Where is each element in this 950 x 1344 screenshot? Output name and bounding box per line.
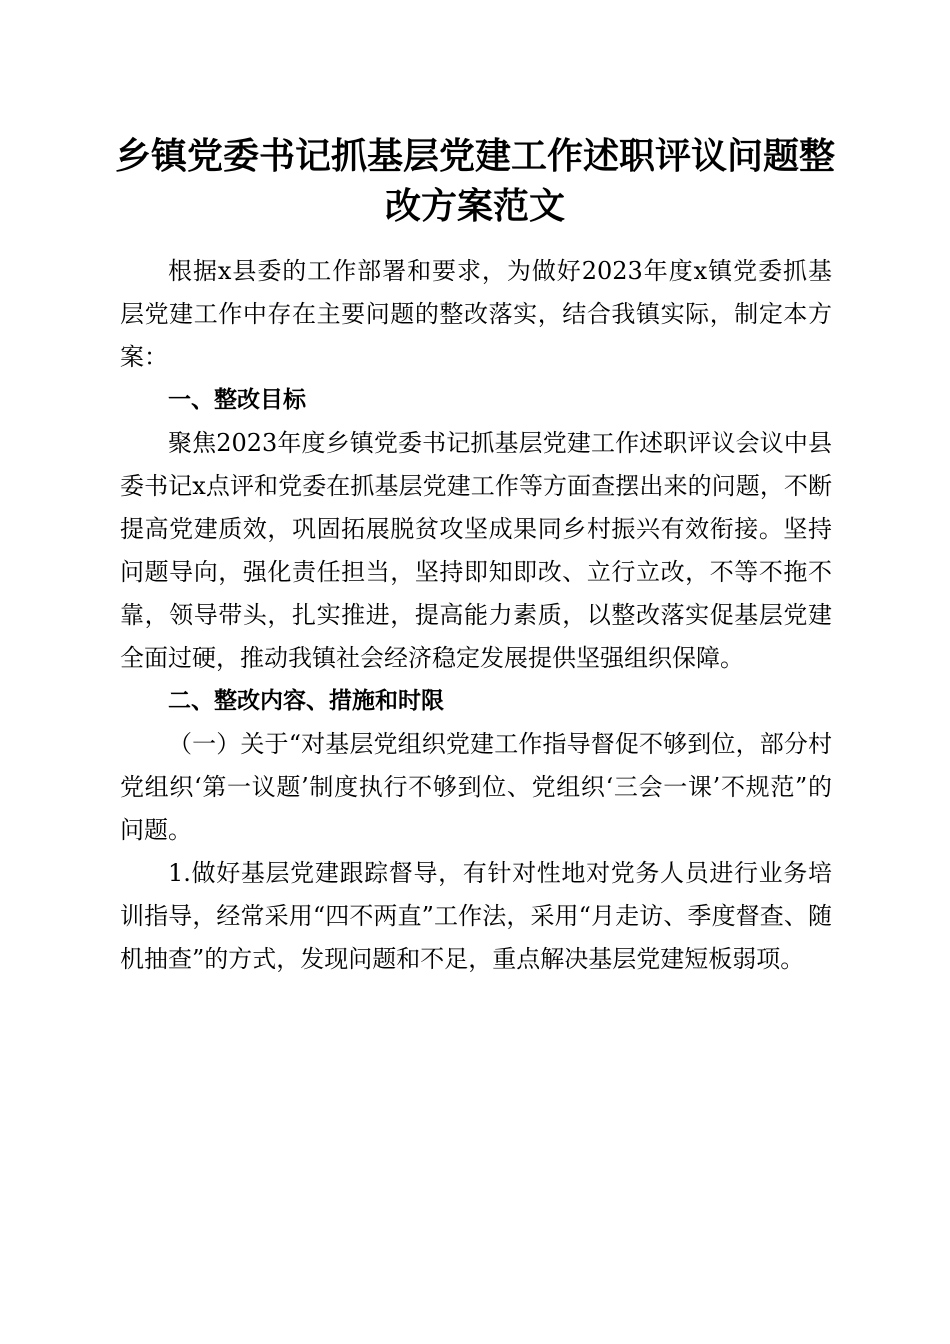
title-line-2: 改方案范文 <box>384 186 565 227</box>
document-body <box>120 250 832 981</box>
goals-paragraph: 聚焦2023年度乡镇党委书记抓基层党建工作述职评议会议中县委书记x点评和党委在抓基层党建工作等方面查摆出来的问题，不断提高党建质效，巩固拓展脱贫攻坚成果同乡村振兴有效衔接。坚持问题导向，强化责任担当，坚持即知即改、立行立改，不等不拖不靠，领导带头，扎实推进，提高能力素质，以整改落实促基层党建全面过硬，推动我镇社会经济稳定发展提供坚强组织保障。 <box>120 429 832 672</box>
subsection-paragraph: （一）关于“对基层党组织党建工作指导督促不够到位，部分村党组织‘第一议题’制度执行不够到位、党组织‘三会一课’不规范”的问题。 <box>120 730 832 844</box>
item-paragraph: 1.做好基层党建跟踪督导，有针对性地对党务人员进行业务培训指导，经常采用“四不两直”工作法，采用“月走访、季度督查、随机抽查”的方式，发现问题和不足，重点解决基层党建短板弱项。 <box>120 859 832 973</box>
title-line-1: 乡镇党委书记抓基层党建工作述职评议问题整 <box>114 136 835 177</box>
document-title <box>100 132 850 232</box>
section-heading-measures: 二、整改内容、措施和时限 <box>168 688 444 714</box>
section-heading-goals: 一、整改目标 <box>168 387 306 413</box>
intro-paragraph: 根据x县委的工作部署和要求，为做好2023年度x镇党委抓基层党建工作中存在主要问题的整改落实，结合我镇实际，制定本方案： <box>120 257 832 371</box>
